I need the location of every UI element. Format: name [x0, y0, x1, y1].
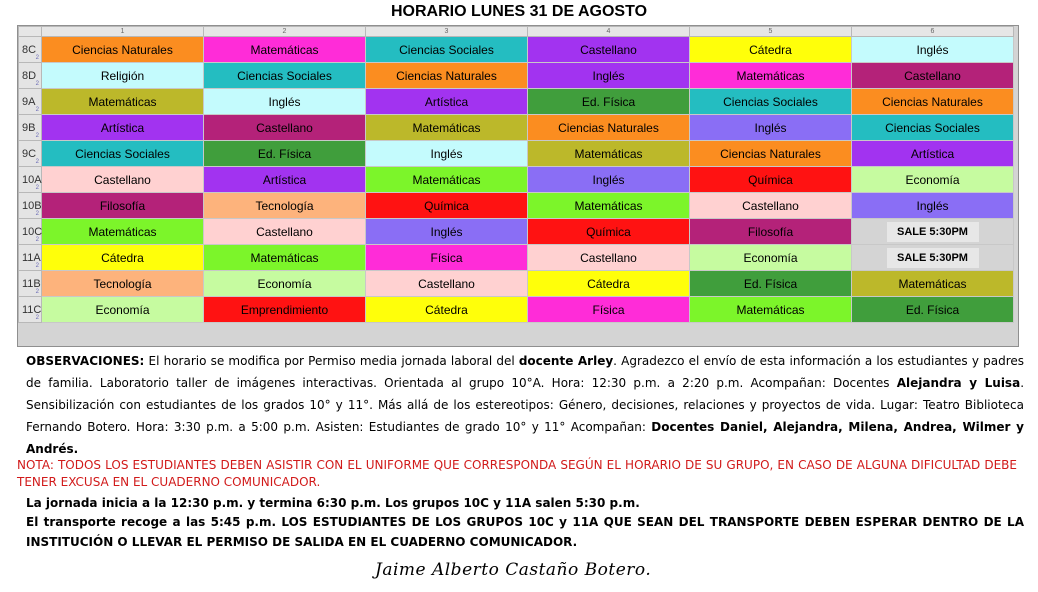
subject-label: Filosofía: [99, 198, 146, 213]
subject-label: Cátedra: [587, 276, 630, 291]
schedule-cell[interactable]: [528, 115, 690, 141]
column-header-row: [19, 27, 1014, 37]
schedule-cell[interactable]: [528, 167, 690, 193]
subject-label: Filosofía: [747, 224, 794, 239]
schedule-cell[interactable]: [528, 245, 690, 271]
schedule-cell[interactable]: [852, 219, 1014, 245]
observations-text-1: El horario se modifica por Permiso media jornada laboral del: [144, 354, 519, 368]
subject-label: Castellano: [418, 276, 475, 291]
subject-label: Inglés: [430, 224, 463, 239]
column-number: 4: [528, 27, 690, 37]
subject-label: Religión: [100, 68, 145, 83]
schedule-cell[interactable]: [204, 115, 366, 141]
subject-label: Inglés: [430, 146, 463, 161]
schedule-cell[interactable]: [852, 167, 1014, 193]
column-number: 6: [852, 27, 1014, 37]
schedule-cell[interactable]: [204, 271, 366, 297]
group-label: 9C: [22, 148, 37, 160]
schedule-cell[interactable]: [204, 63, 366, 89]
schedule-cell[interactable]: [42, 245, 204, 271]
schedule-cell[interactable]: [852, 141, 1014, 167]
schedule-row: [19, 245, 1014, 271]
subject-label: Cátedra: [101, 250, 144, 265]
column-number: 5: [690, 27, 852, 37]
subject-label: Inglés: [916, 198, 949, 213]
schedule-cell[interactable]: [42, 37, 204, 63]
schedule-cell[interactable]: [528, 219, 690, 245]
subject-label: Castellano: [256, 224, 313, 239]
schedule-row: [19, 271, 1014, 297]
subject-label: Cátedra: [749, 42, 792, 57]
subject-label: Inglés: [916, 42, 949, 57]
subject-label: Economía: [743, 250, 798, 265]
group-label: 11C: [22, 304, 42, 316]
schedule-cell[interactable]: [42, 193, 204, 219]
schedule-sheet: [17, 25, 1019, 347]
subject-label: Castellano: [742, 198, 799, 213]
row-header: [19, 89, 42, 115]
subject-label: Castellano: [580, 250, 637, 265]
schedule-cell[interactable]: [204, 141, 366, 167]
schedule-cell[interactable]: [690, 193, 852, 219]
schedule-cell[interactable]: [852, 245, 1014, 271]
schedule-cell[interactable]: [42, 167, 204, 193]
group-subscript: 2: [35, 289, 39, 295]
subject-label: Cátedra: [425, 302, 468, 317]
schedule-cell[interactable]: [366, 271, 528, 297]
schedule-cell[interactable]: [690, 245, 852, 271]
schedule-cell[interactable]: [852, 63, 1014, 89]
schedule-cell[interactable]: [852, 297, 1014, 323]
schedule-cell[interactable]: [690, 141, 852, 167]
schedule-cell[interactable]: [690, 219, 852, 245]
exit-time-label: SALE 5:30PM: [887, 222, 979, 242]
schedule-cell[interactable]: [690, 271, 852, 297]
subject-label: Matemáticas: [88, 94, 157, 109]
subject-label: Inglés: [592, 172, 625, 187]
schedule-cell[interactable]: [528, 297, 690, 323]
column-number: 2: [204, 27, 366, 37]
group-label: 10A: [22, 174, 42, 186]
subject-label: Matemáticas: [88, 224, 157, 239]
observations-label: OBSERVACIONES:: [26, 354, 145, 368]
subject-label: Ed. Física: [581, 94, 636, 109]
schedule-cell[interactable]: [366, 37, 528, 63]
row-header: [19, 271, 42, 297]
schedule-cell[interactable]: [366, 89, 528, 115]
subject-label: Ciencias Sociales: [237, 68, 332, 83]
schedule-cell[interactable]: [528, 63, 690, 89]
page-title: HORARIO LUNES 31 DE AGOSTO: [390, 3, 648, 20]
jornada-text: La jornada inicia a la 12:30 p.m. y termina 6:30 p.m. Los grupos 10C y 11A salen 5:30 p.m.: [26, 496, 640, 510]
schedule-row: [19, 37, 1014, 63]
subject-label: Ed. Física: [905, 302, 960, 317]
schedule-cell[interactable]: [690, 63, 852, 89]
subject-label: Ciencias Naturales: [882, 94, 983, 109]
schedule-cell[interactable]: [852, 271, 1014, 297]
schedule-cell[interactable]: [42, 63, 204, 89]
subject-label: Emprendimiento: [240, 302, 329, 317]
subject-label: Matemáticas: [250, 250, 319, 265]
group-subscript: 2: [35, 55, 39, 61]
schedule-cell[interactable]: [690, 167, 852, 193]
subject-label: Ciencias Sociales: [723, 94, 818, 109]
exit-time-label: SALE 5:30PM: [887, 248, 979, 268]
schedule-cell[interactable]: [42, 297, 204, 323]
signature: Jaime Alberto Castaño Botero.: [375, 560, 652, 580]
row-header: [19, 115, 42, 141]
schedule-row: [19, 89, 1014, 115]
schedule-cell[interactable]: [42, 141, 204, 167]
nota-text: TODOS LOS ESTUDIANTES DEBEN ASISTIR CON EL UNIFORME QUE CORRESPONDA SEGÚN EL HORARIO DE SU GRUPO, EN CASO DE ALGUNA DIFICULTAD DEBE TENER EXCUSA EN EL CUADERNO COMUNICADOR.: [17, 458, 1017, 489]
header-corner: [19, 27, 42, 37]
column-number: 3: [366, 27, 528, 37]
schedule-cell[interactable]: [204, 219, 366, 245]
group-label: 11B: [22, 278, 41, 290]
row-header: [19, 245, 42, 271]
row-header: [19, 219, 42, 245]
subject-label: Castellano: [256, 120, 313, 135]
schedule-cell[interactable]: [690, 37, 852, 63]
schedule-row: [19, 141, 1014, 167]
subject-label: Artística: [100, 120, 145, 135]
group-label: 8C: [22, 44, 37, 56]
schedule-row: [19, 297, 1014, 323]
subject-label: Ciencias Naturales: [396, 68, 497, 83]
group-label: 9B: [22, 122, 36, 134]
schedule-cell[interactable]: [204, 245, 366, 271]
subject-label: Tecnología: [255, 198, 314, 213]
subject-label: Física: [592, 302, 625, 317]
row-header: [19, 37, 42, 63]
schedule-cell[interactable]: [366, 297, 528, 323]
schedule-cell[interactable]: [42, 89, 204, 115]
schedule-cell[interactable]: [366, 193, 528, 219]
observations-text-2: . Agradezco el envío de esta información a los estudiantes y padres de familia. Laboratorio taller de imágenes interactivas. Orientada al grupo 10°A. Hora: 12:30 p.m. a 2:20 p.m. Acompañan: Docentes: [26, 354, 1025, 390]
subject-label: Ciencias Sociales: [75, 146, 170, 161]
subject-label: Ciencias Naturales: [558, 120, 659, 135]
subject-label: Matemáticas: [736, 68, 805, 83]
row-header: [19, 297, 42, 323]
subject-label: Inglés: [268, 94, 301, 109]
schedule-cell[interactable]: [42, 271, 204, 297]
subject-label: Inglés: [754, 120, 787, 135]
row-header: [19, 141, 42, 167]
group-subscript: 2: [35, 159, 39, 165]
group-label: 11A: [22, 252, 41, 264]
subject-label: Ed. Física: [257, 146, 312, 161]
schedule-row: [19, 63, 1014, 89]
observations-text-3: . Sensibilización con estudiantes de los grados 10° y 11°. Más allá de los estereotipos: Género, decisiones, relaciones y proyectos de vida. Lugar: Teatro Biblioteca Fernando Botero. Hora: 3:30 p.m. a 5:00 p.m. Asisten: Estudiantes de grado 10° y 11° Acompañan:: [26, 376, 1025, 434]
schedule-cell[interactable]: [366, 63, 528, 89]
observations-paragraph: [26, 350, 1024, 460]
schedule-cell[interactable]: [366, 219, 528, 245]
nota-label: NOTA:: [17, 458, 58, 472]
schedule-cell[interactable]: [366, 167, 528, 193]
schedule-cell[interactable]: [366, 115, 528, 141]
observations-bold-1: docente Arley: [518, 354, 614, 368]
row-header: [19, 167, 42, 193]
group-subscript: 2: [35, 211, 39, 217]
subject-label: Ciencias Sociales: [885, 120, 980, 135]
schedule-cell[interactable]: [852, 89, 1014, 115]
group-subscript: 2: [35, 315, 39, 321]
schedule-cell[interactable]: [528, 37, 690, 63]
group-label: 10B: [22, 200, 42, 212]
subject-label: Artística: [424, 94, 469, 109]
subject-label: Artística: [262, 172, 307, 187]
group-subscript: 2: [35, 81, 39, 87]
subject-label: Economía: [95, 302, 150, 317]
row-header: [19, 193, 42, 219]
schedule-table: [18, 26, 1014, 323]
transporte-text: El transporte recoge a las 5:45 p.m. LOS ESTUDIANTES DE LOS GRUPOS 10C y 11A QUE SEAN DEL TRANSPORTE DEBEN ESPERAR DENTRO DE LA INSTITUCIÓN O LLEVAR EL PERMISO DE SALIDA EN EL CUADERNO COMUNICADOR.: [26, 515, 1024, 549]
nota-paragraph: [17, 457, 1017, 491]
subject-label: Matemáticas: [898, 276, 967, 291]
subject-label: Matemáticas: [412, 172, 481, 187]
schedule-cell[interactable]: [204, 297, 366, 323]
schedule-cell[interactable]: [528, 271, 690, 297]
schedule-cell[interactable]: [690, 297, 852, 323]
subject-label: Matemáticas: [574, 198, 643, 213]
schedule-cell[interactable]: [852, 115, 1014, 141]
schedule-cell[interactable]: [366, 245, 528, 271]
group-label: 9A: [22, 96, 36, 108]
schedule-cell[interactable]: [528, 193, 690, 219]
group-subscript: 2: [35, 185, 39, 191]
observations-bold-3: Docentes Daniel, Alejandra, Milena, Andrea, Wilmer y Andrés.: [26, 420, 1024, 456]
group-subscript: 2: [35, 107, 39, 113]
subject-label: Castellano: [94, 172, 151, 187]
schedule-cell[interactable]: [528, 89, 690, 115]
subject-label: Química: [424, 198, 469, 213]
subject-label: Tecnología: [93, 276, 152, 291]
schedule-cell[interactable]: [852, 193, 1014, 219]
group-label: 10C: [22, 226, 43, 238]
schedule-row: [19, 193, 1014, 219]
subject-label: Física: [430, 250, 463, 265]
schedule-cell[interactable]: [366, 141, 528, 167]
subject-label: Matemáticas: [574, 146, 643, 161]
subject-label: Economía: [905, 172, 960, 187]
schedule-cell[interactable]: [42, 219, 204, 245]
schedule-cell[interactable]: [42, 115, 204, 141]
subject-label: Castellano: [580, 42, 637, 57]
schedule-row: [19, 167, 1014, 193]
group-subscript: 2: [35, 133, 39, 139]
subject-label: Química: [748, 172, 793, 187]
subject-label: Ciencias Naturales: [72, 42, 173, 57]
row-header: [19, 63, 42, 89]
subject-label: Ciencias Naturales: [720, 146, 821, 161]
subject-label: Matemáticas: [736, 302, 805, 317]
subject-label: Ciencias Sociales: [399, 42, 494, 57]
schedule-cell[interactable]: [690, 115, 852, 141]
schedule-cell[interactable]: [204, 89, 366, 115]
subject-label: Química: [586, 224, 631, 239]
schedule-cell[interactable]: [204, 37, 366, 63]
schedule-row: [19, 219, 1014, 245]
schedule-cell[interactable]: [690, 89, 852, 115]
subject-label: Matemáticas: [412, 120, 481, 135]
schedule-row: [19, 115, 1014, 141]
schedule-cell[interactable]: [852, 37, 1014, 63]
schedule-cell[interactable]: [528, 141, 690, 167]
subject-label: Economía: [257, 276, 312, 291]
schedule-cell[interactable]: [204, 193, 366, 219]
column-number: 1: [42, 27, 204, 37]
group-subscript: 2: [35, 237, 39, 243]
observations-bold-2: Alejandra y Luisa: [896, 376, 1021, 390]
subject-label: Ed. Física: [743, 276, 798, 291]
subject-label: Inglés: [592, 68, 625, 83]
subject-label: Matemáticas: [250, 42, 319, 57]
schedule-cell[interactable]: [204, 167, 366, 193]
subject-label: Castellano: [904, 68, 961, 83]
group-label: 8D: [22, 70, 37, 82]
subject-label: Artística: [910, 146, 955, 161]
group-subscript: 2: [35, 263, 39, 269]
